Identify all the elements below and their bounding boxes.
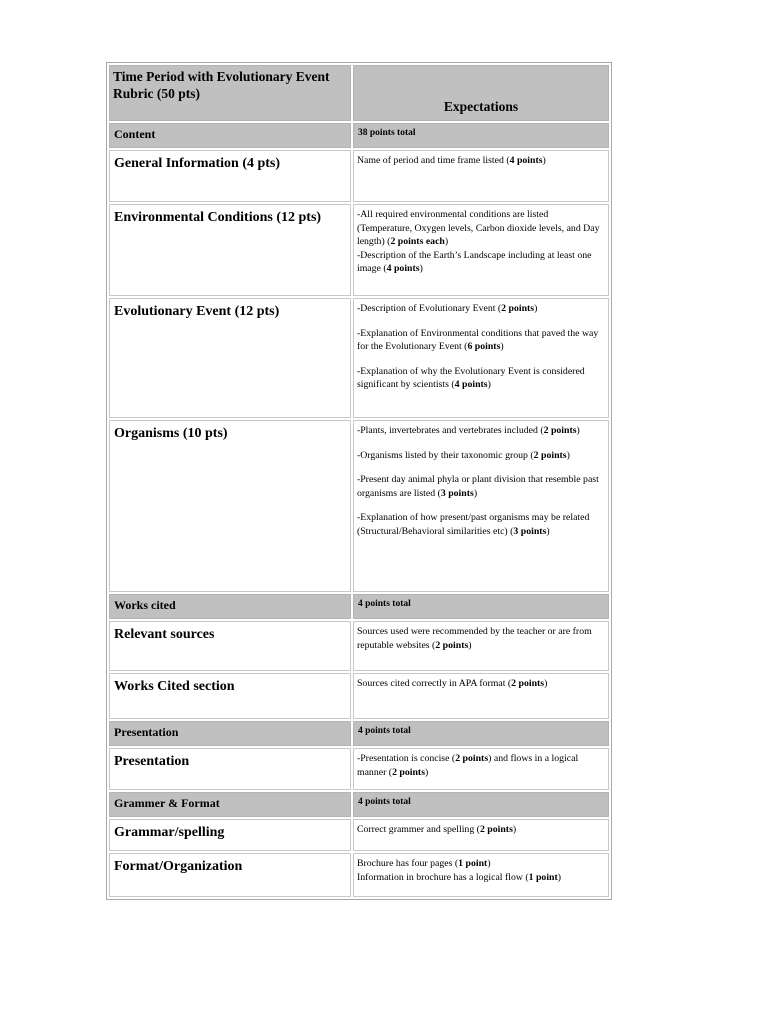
criterion-expectations	[353, 420, 609, 592]
criterion-row	[109, 621, 609, 671]
criterion-name: Format/Organization	[109, 853, 351, 897]
section-name: Works cited	[109, 594, 351, 619]
points-value: 2 points	[479, 824, 513, 835]
expectation-item: -All required environmental conditions are listed (Temperature, Oxygen levels, Carbon dioxide levels, and Day length) (2 points each) -Description of the Earth’s Landscape including at least one image (4 points)	[356, 209, 600, 274]
criterion-name: Evolutionary Event (12 pts)	[109, 298, 351, 418]
criterion-name: Works Cited section	[109, 673, 351, 719]
criterion-expectations	[353, 298, 609, 418]
criterion-name: Organisms (10 pts)	[109, 420, 351, 592]
criterion-name: Relevant sources	[109, 621, 351, 671]
criterion-name: Environmental Conditions (12 pts)	[109, 204, 351, 296]
points-value: 1 point	[458, 858, 488, 869]
criterion-expectations	[353, 819, 609, 851]
rubric-table	[106, 62, 612, 900]
points-value: 2 points	[533, 449, 567, 461]
points-value: 4 points	[454, 379, 488, 390]
section-header-row	[109, 123, 609, 148]
criterion-row	[109, 420, 609, 592]
section-points-total: 4 points total	[353, 792, 609, 817]
points-value: 3 points	[513, 525, 547, 537]
expectations-heading: Expectations	[353, 65, 609, 121]
points-value: 6 points	[467, 341, 501, 352]
expectation-item: -Explanation of how present/past organisms may be related (Structural/Behavioral similarities etc) (3 points)	[356, 512, 590, 537]
expectation-item: Correct grammer and spelling (2 points)	[356, 824, 517, 835]
points-value: 2 points	[455, 753, 489, 764]
points-value: 3 points	[440, 487, 474, 499]
criterion-row	[109, 673, 609, 719]
criterion-expectations	[353, 150, 609, 202]
section-points-total: 38 points total	[353, 123, 609, 148]
criterion-expectations	[353, 621, 609, 671]
expectation-item: -Presentation is concise (2 points) and flows in a logical manner (2 points)	[356, 753, 579, 778]
criterion-expectations	[353, 204, 609, 296]
rubric-title: Time Period with Evolutionary Event Rubric (50 pts)	[109, 65, 351, 121]
criterion-row	[109, 204, 609, 296]
points-value: 2 points each	[390, 236, 445, 247]
points-value: 2 points	[511, 678, 545, 689]
section-name: Content	[109, 123, 351, 148]
section-points-total: 4 points total	[353, 594, 609, 619]
criterion-name: Presentation	[109, 748, 351, 790]
expectation-item: Sources cited correctly in APA format (2 points)	[356, 678, 548, 689]
points-value: 2 points	[435, 639, 469, 651]
section-name: Presentation	[109, 721, 351, 746]
criterion-expectations	[353, 748, 609, 790]
criterion-row	[109, 298, 609, 418]
expectation-item: -Explanation of Environmental conditions that paved the way for the Evolutionary Event (6 points)	[356, 327, 599, 352]
expectation-item: -Plants, invertebrates and vertebrates included (2 points)	[356, 425, 580, 436]
criterion-row	[109, 150, 609, 202]
expectation-item: -Explanation of why the Evolutionary Event is considered significant by scientists (4 points)	[356, 365, 585, 390]
expectation-item: -Description of Evolutionary Event (2 points)	[356, 303, 538, 314]
expectation-item: -Organisms listed by their taxonomic group (2 points)	[356, 449, 570, 461]
section-points-total: 4 points total	[353, 721, 609, 746]
section-header-row	[109, 721, 609, 746]
points-value: 2 points	[501, 303, 535, 314]
points-value: 2 points	[392, 766, 426, 778]
points-value: 4 points	[386, 263, 420, 274]
points-value: 2 points	[543, 425, 577, 436]
expectation-item: -Present day animal phyla or plant division that resemble past organisms are listed (3 points)	[356, 474, 599, 499]
expectation-item: Brochure has four pages (1 point) Information in brochure has a logical flow (1 point)	[356, 858, 562, 883]
points-value: 4 points	[509, 155, 543, 166]
points-value: 1 point	[528, 871, 558, 883]
criterion-expectations	[353, 673, 609, 719]
criterion-row	[109, 748, 609, 790]
criterion-name: General Information (4 pts)	[109, 150, 351, 202]
section-name: Grammer & Format	[109, 792, 351, 817]
expectation-item: Name of period and time frame listed (4 points)	[356, 155, 546, 166]
criterion-row	[109, 819, 609, 851]
header-row	[109, 65, 609, 121]
section-header-row	[109, 594, 609, 619]
criterion-row	[109, 853, 609, 897]
criterion-expectations	[353, 853, 609, 897]
section-header-row	[109, 792, 609, 817]
expectation-item: Sources used were recommended by the teacher or are from reputable websites (2 points)	[356, 626, 592, 651]
criterion-name: Grammar/spelling	[109, 819, 351, 851]
